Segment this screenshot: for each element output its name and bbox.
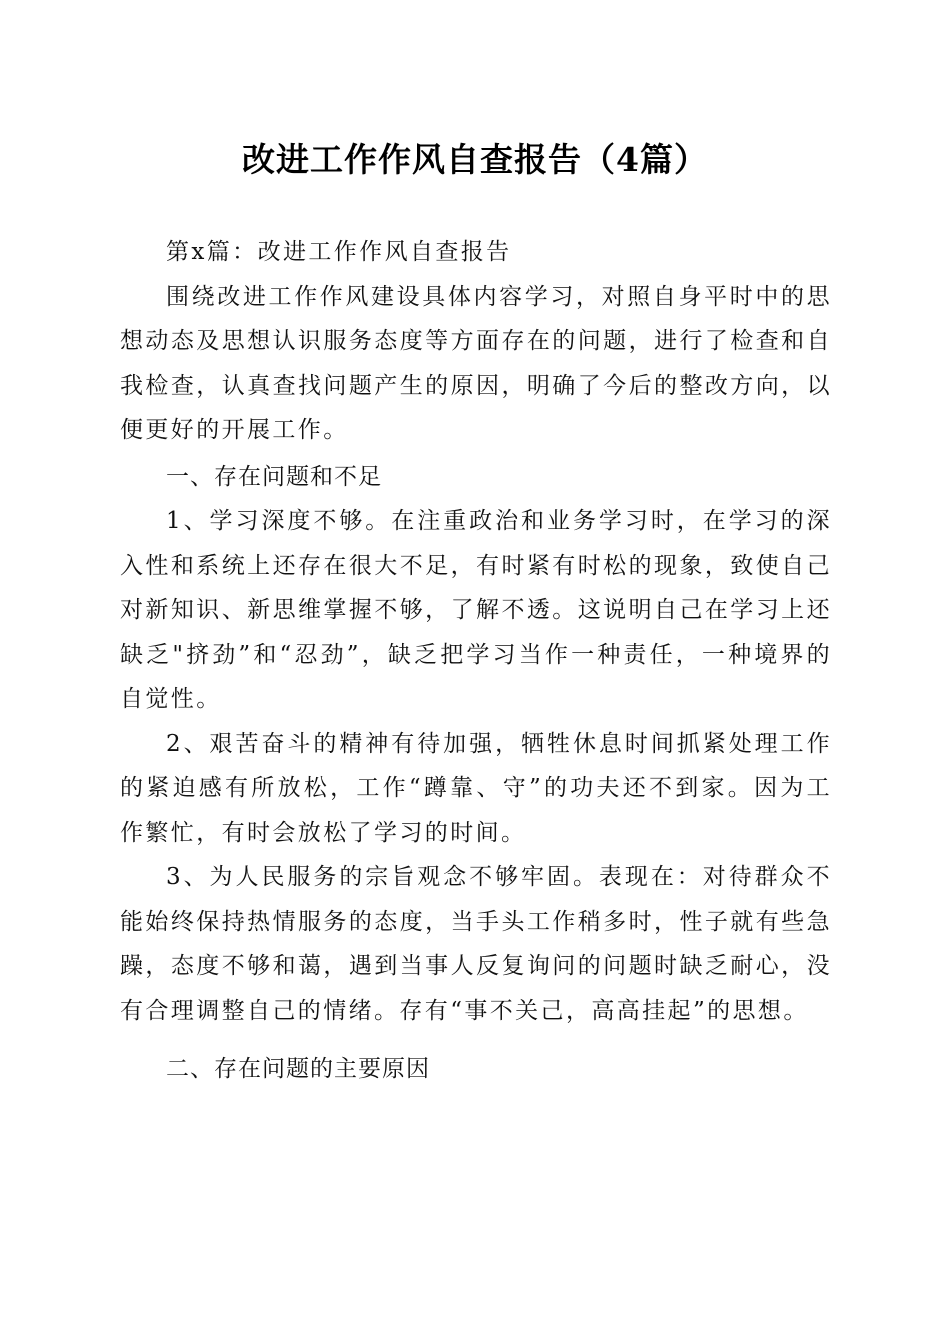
section-heading-causes: 二、存在问题的主要原因 [166,1056,430,1082]
problem-paragraph-1: 1、学习深度不够。在注重政治和业务学习时，在学习的深入性和系统上还存在很大不足，有时紧有时松的现象，致使自己对新知识、新思维掌握不够，了解不透。这说明自己在学习上还缺乏"挤劲”和“忍劲”，缺乏把学习当作一种责任，一种境界的自觉性。 [120,508,832,712]
section-subtitle: 第x篇：改进工作作风自查报告 [166,239,512,265]
section-heading-problems: 一、存在问题和不足 [166,463,382,490]
problem-paragraph-3: 3、为人民服务的宗旨观念不够牢固。表现在：对待群众不能始终保持热情服务的态度，当手头工作稍多时，性子就有些急躁，态度不够和蔼，遇到当事人反复询问的问题时缺乏耐心，没有合理调整自己的情绪。存有“事不关己，高高挂起”的思想。 [120,864,832,1024]
problem-paragraph-2: 2、艰苦奋斗的精神有待加强，牺牲休息时间抓紧处理工作的紧迫感有所放松，工作“蹲靠、守”的功夫还不到家。因为工作繁忙，有时会放松了学习的时间。 [120,730,832,846]
document-body [120,230,832,1092]
intro-paragraph: 围绕改进工作作风建设具体内容学习，对照自身平时中的思想动态及思想认识服务态度等方面存在的问题，进行了检查和自我检查，认真查找问题产生的原因，明确了今后的整改方向，以便更好的开展工作。 [120,283,832,443]
document-title: 改进工作作风自查报告（4篇） [242,140,708,179]
